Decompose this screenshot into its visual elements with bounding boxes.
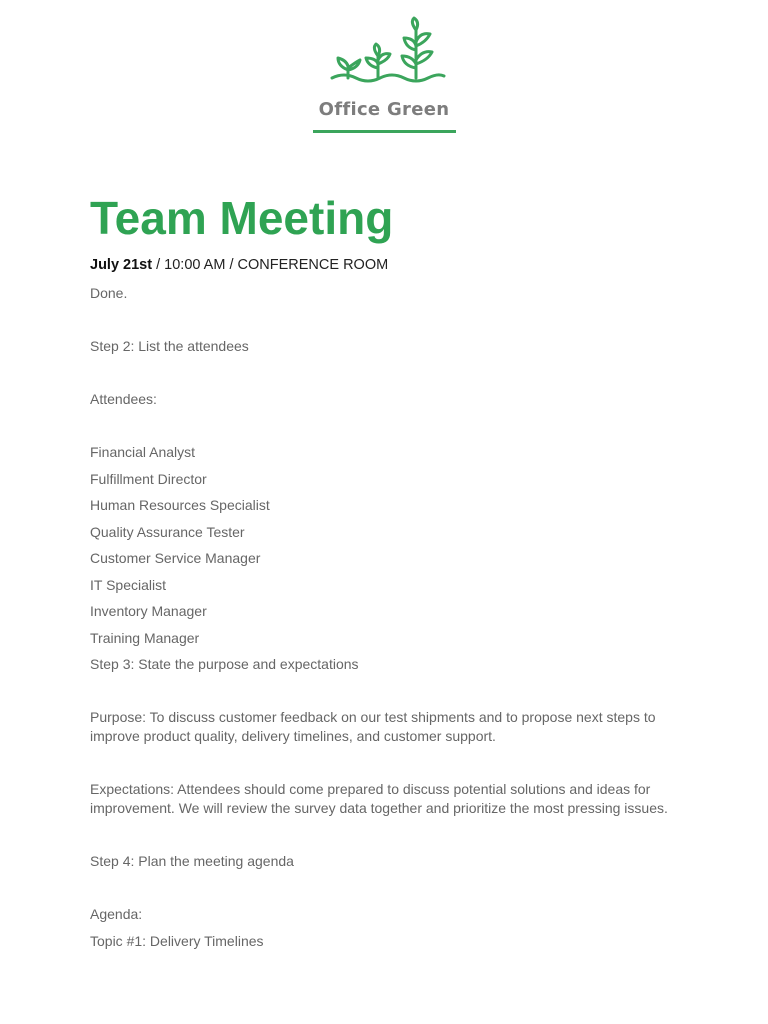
- agenda-topic-1: Topic #1: Delivery Timelines: [90, 933, 264, 949]
- meeting-date: July 21st: [90, 257, 153, 273]
- attendees-label: Attendees:: [90, 391, 157, 407]
- sprout-icon: [304, 8, 464, 98]
- meeting-time: 10:00 AM: [164, 257, 226, 273]
- attendee-item: Human Resources Specialist: [90, 497, 270, 513]
- meeting-location: CONFERENCE ROOM: [237, 257, 389, 273]
- attendee-item: Fulfillment Director: [90, 471, 207, 487]
- expectations-paragraph: Expectations: Attendees should come prepared to discuss potential solutions and ideas for improvement. We will review the survey data together and prioritize the most pressing issues.: [90, 781, 668, 816]
- attendee-item: Customer Service Manager: [90, 550, 261, 566]
- attendee-item: Financial Analyst: [90, 444, 196, 460]
- office-green-logo: [304, 8, 464, 130]
- attendee-item: Training Manager: [90, 630, 200, 646]
- step-4-heading: Step 4: Plan the meeting agenda: [90, 853, 294, 869]
- meta-separator: /: [225, 257, 238, 273]
- purpose-paragraph: Purpose: To discuss customer feedback on our test shipments and to propose next steps to improve product quality, delivery timelines, and customer support.: [90, 709, 656, 744]
- step-2-heading: Step 2: List the attendees: [90, 338, 249, 354]
- attendee-item: Quality Assurance Tester: [90, 524, 245, 540]
- attendee-item: IT Specialist: [90, 577, 166, 593]
- meta-separator: /: [152, 257, 165, 273]
- logo-text: Office Green: [318, 99, 450, 120]
- agenda-label: Agenda:: [90, 906, 143, 922]
- done-text: Done.: [90, 285, 128, 301]
- logo-underline: [313, 130, 456, 133]
- meeting-meta: [90, 257, 388, 273]
- step-3-heading: Step 3: State the purpose and expectations: [90, 656, 359, 672]
- page-title: Team Meeting: [90, 192, 394, 244]
- attendee-item: Inventory Manager: [90, 603, 207, 619]
